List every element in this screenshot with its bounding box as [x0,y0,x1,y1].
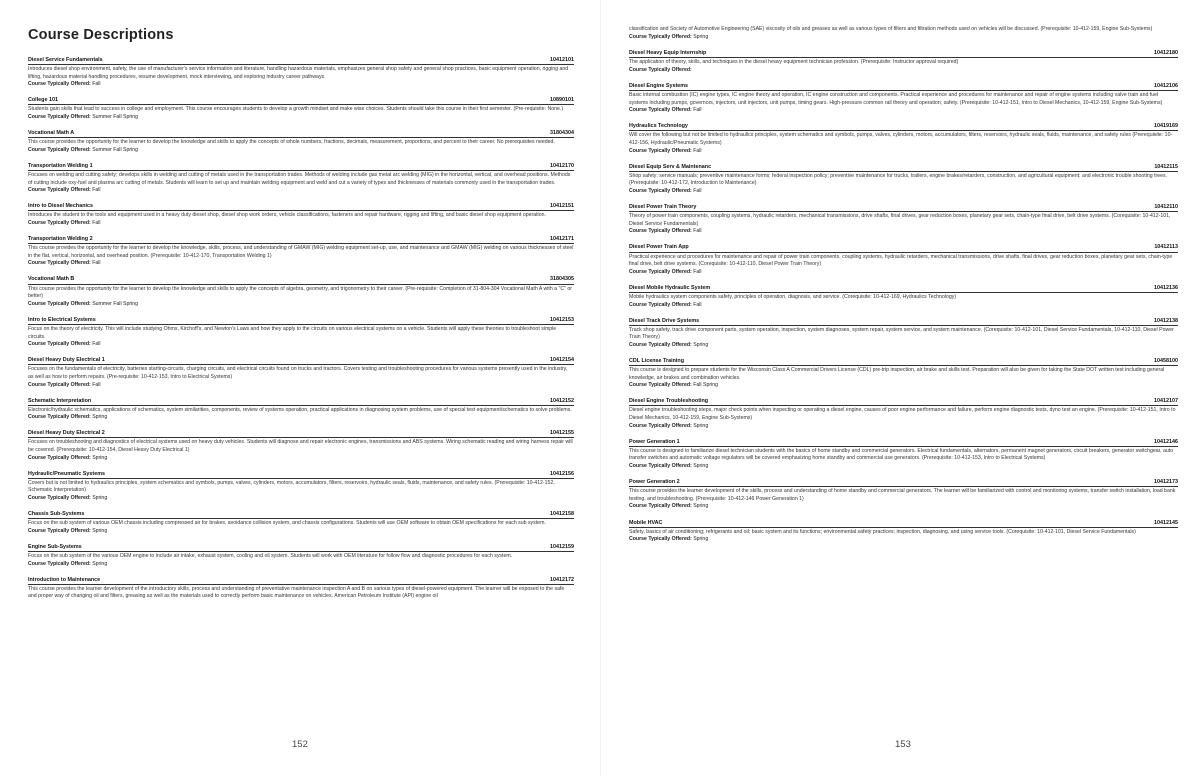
course-name: College 101 [28,97,58,104]
offered-label: Course Typically Offered: [28,220,91,226]
offered-label: Course Typically Offered: [629,268,692,275]
course-name: Diesel Heavy Equip Internship [629,50,707,57]
course-description: Electronic/hydraulic schematics, applications of schematics, system similarities, components, review of systems operation, practical applications in diagnosing system problems, use of special test equipment/schematics to solve problems. [28,406,572,413]
course-code: 10412154 [550,357,574,364]
offered-value: Fall [92,381,101,388]
course-header [28,276,574,284]
course-offered [629,302,1178,310]
course-header [629,520,1178,528]
course-header [28,357,574,365]
offered-label: Course Typically Offered: [629,33,692,40]
course-offered [629,228,1178,236]
course-name: Chassis Sub-Systems [28,511,85,518]
course-name: Hydraulics Technology [629,123,688,130]
course-name: Intro to Electrical Systems [28,316,96,323]
course-code: 10412171 [550,236,574,243]
course-header [629,398,1178,406]
course-name: Diesel Heavy Duty Electrical 1 [28,357,105,364]
offered-label: Course Typically Offered: [629,536,692,543]
course-description: Focus on the sub system of the various OEM engine to include air intake, exhaust system, cooling and oil system. Students will work with OEM literature for follow flow and diagnostic procedures for each system. [28,553,513,559]
course-name: Diesel Engine Systems [629,82,689,89]
course-offered [629,188,1178,196]
course-name: Diesel Mobile Hydraulic System [629,284,711,291]
course-name: Power Generation 2 [629,479,680,486]
course-code: 31804304 [550,130,574,137]
course-code: 10412153 [550,316,574,323]
course-entry [629,83,1178,115]
offered-label: Course Typically Offered: [28,527,91,534]
offered-value: Spring [693,503,709,510]
course-code: 10412158 [550,511,574,518]
course-code: 10412115 [1154,163,1178,170]
course-entry [629,439,1178,471]
offered-label: Course Typically Offered: [629,503,692,510]
course-code: 10412138 [1154,317,1178,324]
course-name: Diesel Heavy Duty Electrical 2 [28,430,105,437]
course-header [28,398,574,406]
course-header [629,164,1178,172]
course-entry [28,203,574,227]
course-name: Diesel Engine Troubleshooting [629,398,709,405]
course-header [28,97,574,105]
course-description: The application of theory, skills, and techniques in the diesel heavy equipment technician profession. (Prerequisite: Instructor approval required) [629,59,959,66]
course-description: Introduces the student to the tools and equipment used in a heavy duty diesel shop, diesel shop work orders, vehicle classifications, fasteners and repair hardware, rigging and lifting, and basic diesel shop equipment operation. [28,212,546,219]
offered-value: Spring [693,341,709,348]
course-header [28,57,574,65]
course-name: Diesel Track Drive Systems [629,317,700,324]
course-header [28,130,574,138]
course-code: 10412136 [1154,284,1178,291]
course-description: This course provides the learner development of the skills, process and understanding of home standby and commercial generators. The learner will be familiarized with control and monitoring systems, transfer switch installation, load bank testing, and troubleshooting. (Prerequisite: 10-412-146 Power Generation 1) [629,488,1176,502]
course-code: 10412152 [550,397,574,404]
course-header [629,439,1178,447]
course-entry [629,285,1178,309]
offered-value: Fall [693,107,702,114]
course-description: Practical experience and procedures for maintenance and repair of power train components, coupling systems, hydraulic retarders, mechanical transmissions, drive shafts, final drives, gear reduction boxes, planetary gear sets, chain-type final drive, belt drive systems. (Corequisite: 10-412-110, Diesel Power Train Theory) [629,253,1173,268]
page-number-right: 153 [895,739,911,750]
offered-label: Course Typically Offered: [28,146,91,153]
course-header [28,236,574,244]
course-code: 10412151 [550,203,574,210]
offered-value: Summer Fall Spring [92,114,139,121]
offered-label: Course Typically Offered: [28,260,91,267]
course-description: Shop safety; service manuals; preventive maintenance forms; federal inspection policy; preventive maintenance for trucks, trailers, engine brakes/retarders, construction, and agricultural equipment; and electronic trouble shooting trees. (Prerequisite: 10-412-172, Introduction to Maintenance) [629,172,1168,187]
offered-value: Spring [92,527,108,534]
course-name: Intro to Diesel Mechanics [28,203,94,210]
offered-label: Course Typically Offered: [28,187,91,194]
left-course-list [28,57,574,601]
offered-label: Course Typically Offered: [629,341,692,348]
offered-label: Course Typically Offered: [629,66,692,73]
course-entry [28,97,574,121]
offered-value: Fall [92,260,101,267]
course-entry [629,50,1178,74]
course-description: Will cover the following but not be limited to hydraulics principles, system schematics and symbols, pumps, valves, cylinders, motors, accumulators, filters, reservoirs, hydraulic seals, fluids, maintenance, and safety rules (Prerequisite: 10-412-156, Hydraulic/Pneumatic Systems) [629,132,1173,147]
offered-label: Course Typically Offered: [28,341,91,348]
course-code: 10412113 [1154,244,1178,251]
course-entry [629,204,1178,236]
course-offered [28,382,574,390]
course-offered [28,147,574,155]
offered-value: Spring [92,414,108,421]
offered-value: Summer Fall Spring [92,146,139,153]
course-offered [629,67,1178,75]
course-entry [629,398,1178,430]
offered-label: Course Typically Offered: [28,560,91,567]
course-offered [28,495,574,503]
offered-value: Fall [92,187,101,194]
course-header [629,358,1178,366]
course-name: Diesel Power Train App [629,244,689,251]
course-offered [629,148,1178,156]
page-number-left: 152 [292,739,308,750]
course-offered [28,561,574,569]
course-offered [629,423,1178,431]
offered-value: Spring [693,536,709,543]
offered-label: Course Typically Offered: [28,114,91,121]
offered-value: Summer Fall Spring [92,300,139,307]
course-header [629,479,1178,487]
offered-value: Fall [92,81,101,88]
course-name: Diesel Service Fundamentals [28,57,103,63]
course-code: 10412180 [1154,50,1178,57]
offered-value: Spring [92,454,108,461]
course-description: Focuses on troubleshooting and diagnostics of electrical systems used on heavy duty vehicles. Students will diagnose and repair electronic engines, transmissions and ABS systems. Wiring schematic reading and wiring harness repair will be covered. (Prerequisite: 10-412-154, Diesel Heavy Duty Electrical 1) [28,439,573,454]
offered-value: Fall [693,228,702,235]
course-code: 10412170 [550,162,574,169]
course-description: Track shop safety, track drive component parts, system operation, inspection, system diagnoses, system repair, system service, and system maintenance. (Corequisite: 10-412-101, Diesel Service Fundamentals, 10-412-110, Diesel Power Train Theory) [629,326,1174,341]
course-code: 10412145 [1154,519,1178,526]
course-entry [28,577,574,601]
course-code: 10419169 [1154,123,1178,130]
course-header [28,203,574,211]
offered-label: Course Typically Offered: [28,495,91,502]
course-name: Diesel Power Train Theory [629,204,697,211]
course-offered [629,463,1178,471]
offered-label: Course Typically Offered: [28,381,91,388]
offered-label: Course Typically Offered: [629,463,692,470]
course-offered [28,260,574,268]
course-code: 10412101 [550,57,574,63]
course-entry [28,57,574,89]
course-entry [629,520,1178,544]
course-name: Transportation Welding 1 [28,162,93,169]
continued-offered [629,34,1178,42]
offered-value: Fall [693,268,702,275]
offered-value: Fall [693,301,702,308]
offered-label: Course Typically Offered: [629,188,692,194]
course-description: Focus on the sub system of various OEM chassis including compressed air for brakes, avoidance collision system, and chassis configurations. Students will use OEM software to obtain OEM specifications for each sub system. [28,520,546,527]
course-name: Engine Sub-Systems [28,543,82,550]
course-code: 10412155 [550,430,574,437]
course-header [28,471,574,479]
course-code: 10412146 [1154,438,1178,445]
course-header [28,544,574,552]
course-name: Diesel Equip Serv & Maintenanc [629,163,712,170]
course-entry [28,130,574,154]
continued-description: classification and Society of Automotive Engineering (SAE) viscosity of oils and greases as well as various types of filters and filtration methods used on vehicles will be discussed. (Prerequisite: 10-412-159, Engine Sub-Systems) [629,26,1153,32]
course-code: 10458100 [1154,358,1178,364]
course-offered [28,114,574,122]
offered-label: Course Typically Offered: [629,382,692,389]
course-header [629,123,1178,131]
offered-label: Course Typically Offered: [28,454,91,461]
course-description: Focuses on the fundamentals of electricity, batteries starting-circuits, charging circuits, and electrical circuits found on trucks and tractors. Covers testing and troubleshooting procedures for various systems presently used in the industry, as well as how to perform repairs. (Pre-requisite: 10-412-153, Intro to Electrical Systems) [28,366,568,380]
course-description: Theory of power train components, coupling systems, hydraulic retarders, mechanical transmissions, drive shafts, final drives, gear reduction boxes, planetary gear sets, chain-type final drive, belt drive systems. (Corequisite: 10-412-101, Diesel Service Fundamentals) [629,213,1171,227]
course-header [629,50,1178,58]
offered-value: Fall [92,220,101,226]
course-header [28,511,574,519]
course-code: 10890101 [550,97,574,104]
course-name: CDL License Training [629,358,685,364]
course-description: This course is designed to familiarize diesel technician students with the basics of home standby and commercial generators. Electrical fundamentals, alternators, permanent magnet generators, circuit breakers, generator switchgear, auto transfer switches and automatic voltage regulators will be covered emphasizing home standby and commercial use generators. (Prerequisite: 10-412-153, Intro to Electrical Systems) [629,447,1174,462]
offered-value: Spring [92,560,108,567]
course-offered [28,455,574,463]
course-code: 10412110 [1154,204,1178,211]
course-header [28,317,574,325]
course-description: Safety, basics of air conditioning; refrigerants and oil; basic system and its functions; environmental safety practices; inspection, diagnosing, and using service tools. (Corequisite: 10-412-101, Diesel Service Fundamentals) [629,528,1136,535]
offered-value: Fall [92,341,101,348]
offered-value: Spring [92,495,108,502]
course-code: 31804305 [550,276,574,283]
course-offered [629,107,1178,115]
offered-label: Course Typically Offered: [629,228,692,235]
course-entry [28,430,574,462]
offered-label: Course Typically Offered: [28,414,91,421]
offered-value: Fall [693,188,702,194]
offered-value: Spring [693,422,709,429]
course-description: Focus on the theory of electricity. This will include studying Ohms, Kirchoff's, and Newton's Laws and how they apply to the circuits on various electrical systems on a vehicle. Students will apply these theories to troubleshoot simple circuits. [28,325,557,340]
course-offered [28,220,574,228]
right-page [600,0,1200,776]
course-header [28,430,574,438]
course-offered [28,528,574,536]
course-offered [629,382,1178,390]
offered-value: Spring [693,463,709,470]
course-entry [28,471,574,503]
course-description: This course provides the opportunity for the learner to develop the knowledge and skills to apply the concepts of whole numbers, fractions, decimals, measurement, proportions, and percent to their career. No prerequisites needed. [28,139,555,146]
course-description: This course provides the opportunity for the learner to develop the knowledge, skills, process, and understanding of GMAW (MIG) welding equipment set-up, use, and maintenance and GMAW (MIG) welding on various thicknesses of steel in the flat, vertical, horizontal, and overhead position. (Prerequisite: 10-412-170, Transportation Welding 1) [28,245,574,259]
course-header [629,83,1178,91]
course-name: Vocational Math B [28,276,75,283]
course-entry [28,317,574,349]
course-description: This course provides the opportunity for the learner to develop the knowledge and skills to apply the concepts of algebra, geometry, and trigonometry to their career. (Pre-requisite: Completion of 31-804-304 Vocational Math A with a "C" or better) [28,285,572,300]
offered-value: Spring [693,33,709,40]
course-code: 10412106 [1154,82,1178,89]
course-offered [28,414,574,422]
course-description: This course is designed to prepare students for the Wisconsin Class A Commercial Drivers License (CDL) pre-trip inspection, air brake and skills test. Preparation will also be given for taking the State DOT written test including general knowledge, air brakes and combination vehicles. [629,367,1165,381]
offered-label: Course Typically Offered: [629,147,692,154]
course-offered [629,269,1178,277]
course-entry [629,318,1178,350]
course-offered [28,187,574,195]
course-offered [28,81,574,89]
course-entry [28,544,574,568]
course-description: Students gain skills that lead to success in college and employment. This course encourages students to develop a growth mindset and make wise choices. Students should take this course in their first semester. (Pre-requisite: None.) [28,106,564,113]
page-title: Course Descriptions [28,27,174,43]
course-entry [629,244,1178,276]
course-description: This course provides the learner development of the introductory skills, process and understanding of preventative maintenance inspection A and B on various types of diesel-powered equipment. The learner will be exposed to the safe and proper way of changing oil and filters, greasing as well as the materials used to correctly perform basic maintenance on vehicles. American Petroleum Institute (API) engine oil [28,585,565,600]
right-course-list [629,50,1178,544]
course-entry [629,164,1178,196]
course-header [28,163,574,171]
offered-value: Fall Spring [693,382,718,389]
offered-label: Course Typically Offered: [629,107,692,114]
course-header [28,577,574,585]
course-entry [28,276,574,308]
course-name: Schematic Interpretation [28,397,92,404]
course-offered [629,503,1178,511]
course-header [629,318,1178,326]
course-code: 10412173 [1154,479,1178,486]
course-name: Vocational Math A [28,130,75,137]
course-name: Mobile HVAC [629,519,663,526]
course-entry [28,236,574,268]
course-description: Focuses on welding and cutting safety; develops skills in welding and cutting of metals used in the transportation trades. Methods of welding include gas metal arc welding (MIG) in the horizontal, vertical, and overhead positions. Methods of cutting include oxy-fuel and plasma arc cutting of metals. Students will learn to set up and maintain welding equipment and weld and cut a variety of types and thicknesses of materials commonly used in the transportation trades. [28,172,571,186]
course-code: 10412156 [550,470,574,477]
course-description: Mobile hydraulics system components safety, principles of operation, diagnosis, and service. (Corequisite: 10-412-169, Hydraulics Technology) [629,293,957,300]
offered-label: Course Typically Offered: [28,81,91,88]
course-entry [629,479,1178,511]
course-name: Hydraulic/Pneumatic Systems [28,470,105,477]
course-code: 10412159 [550,543,574,550]
course-entry [28,398,574,422]
course-offered [629,536,1178,544]
course-header [629,285,1178,293]
course-name: Introduction to Maintenance [28,576,101,583]
course-code: 10412172 [550,576,574,583]
course-description: Introduces diesel shop environment, safety, the use of manufacturer's service information and literature, handling hazardous materials, emphasizes general shop safety and general shop practices, basic equipment operation, rigging and lifting, hazardous material handling procedures, resume development, mock interviewing, and exploring industry career pathways. [28,66,569,80]
offered-value: Fall [693,147,702,154]
offered-label: Course Typically Offered: [629,301,692,308]
course-offered [629,342,1178,350]
course-offered [28,301,574,309]
offered-label: Course Typically Offered: [28,300,91,307]
course-name: Transportation Welding 2 [28,236,93,243]
course-entry [28,163,574,195]
course-entry [28,511,574,535]
course-code: 10412107 [1154,398,1178,405]
course-description: Diesel engine troubleshooting steps, major check points when inspecting or operating a diesel engine, causes of poor engine performance and failure, perform engine diagnostic tests, dyno test an engine. (Prerequisite: 10-412-151, Intro to Diesel Mechanics, 10-412-159, Engine Sub-Systems) [629,407,1176,422]
course-entry [28,357,574,389]
offered-label: Course Typically Offered: [629,422,692,429]
course-header [629,204,1178,212]
course-header [629,244,1178,252]
course-entry [629,358,1178,390]
course-entry [629,123,1178,155]
course-description: Covers but is not limited to hydraulics principles, system schematics and symbols, pumps, valves, cylinders, motors, accumulators, filters, reservoirs, hydraulic seals, fluids, maintenance, and safety rules. (Prerequisite: 10-412-152, Schematic Interpretation) [28,479,555,494]
course-offered [28,341,574,349]
course-description: Basic internal combustion (IC) engine types, IC engine theory and operation, IC engine construction and components. Practical experience and procedures for maintenance and repair of engine systems including valve train and fuel systems including pumps, governors, injectors, unit injectors, unit pumps, timing gears. High-pressure common rail theory and operation; safety. (Prerequisite: 10-412-151, Intro to Diesel Mechanics, 10-412-159, Engine Sub-Systems) [629,92,1163,106]
course-name: Power Generation 1 [629,438,680,445]
